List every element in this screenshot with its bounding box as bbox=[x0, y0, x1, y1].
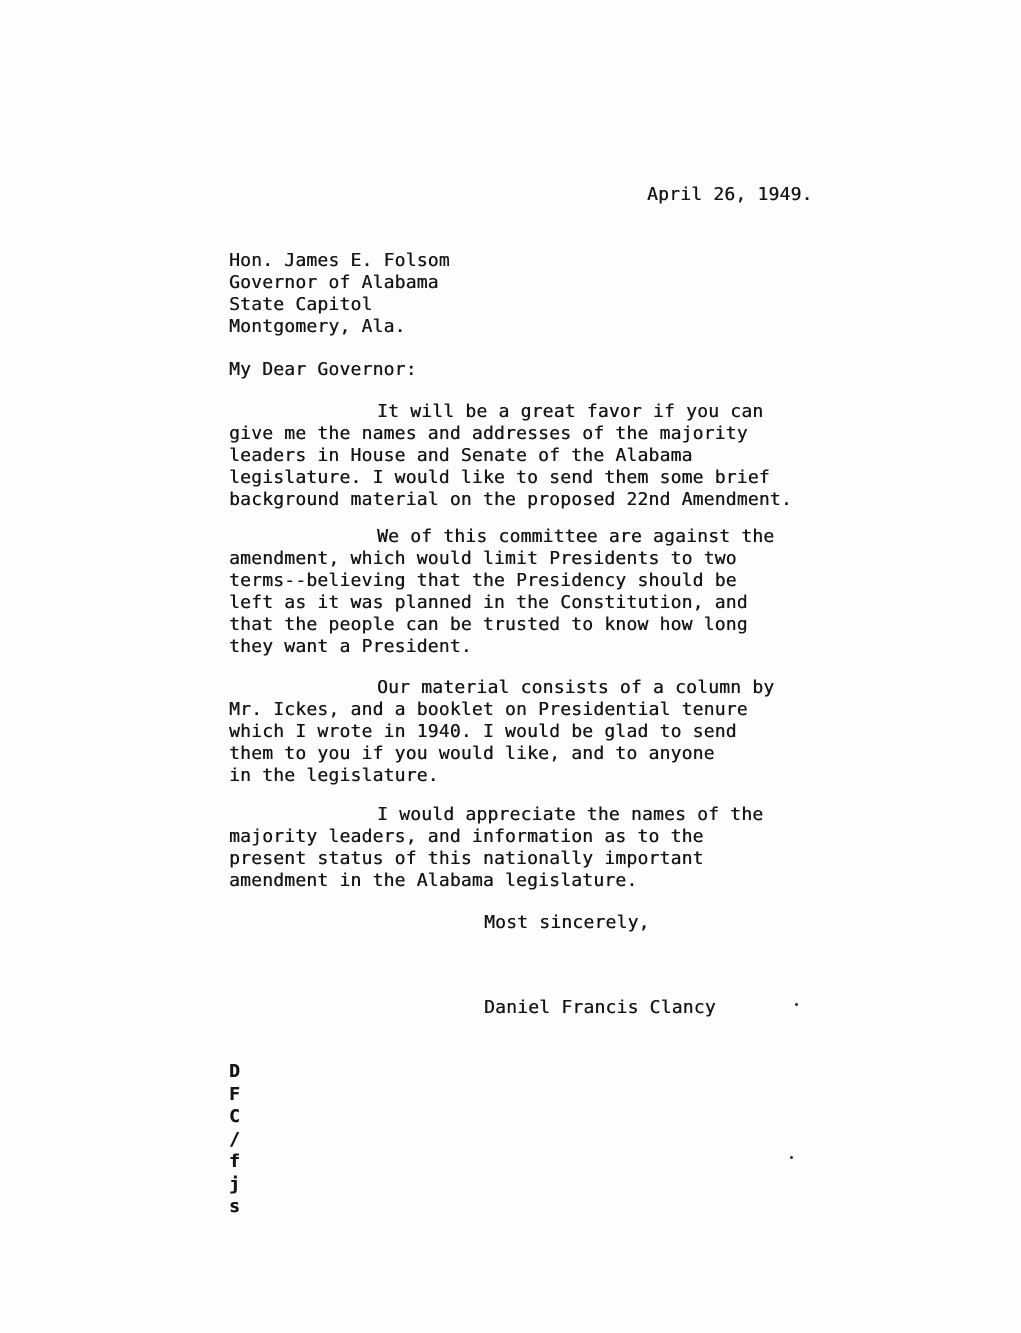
paragraph-line: Our material consists of a column by bbox=[377, 677, 775, 698]
paragraph-line: they want a President. bbox=[229, 636, 472, 657]
body-paragraph-4 bbox=[229, 804, 763, 892]
body-paragraph-1 bbox=[229, 401, 792, 511]
initial-char: / bbox=[229, 1128, 240, 1150]
initial-char: D bbox=[229, 1061, 240, 1082]
initial-char: j bbox=[229, 1173, 240, 1195]
signer-name: Daniel Francis Clancy bbox=[484, 997, 716, 1018]
body-paragraph-2 bbox=[229, 526, 774, 658]
initial-char: f bbox=[229, 1151, 240, 1172]
paper-speck bbox=[790, 1156, 793, 1159]
recipient-line-name: Hon. James E. Folsom bbox=[229, 250, 450, 271]
paragraph-line: I would appreciate the names of the bbox=[377, 804, 764, 825]
paragraph-line: background material on the proposed 22nd Amendment. bbox=[229, 489, 792, 510]
paragraph-line: which I wrote in 1940. I would be glad to send bbox=[229, 721, 737, 742]
complimentary-close: Most sincerely, bbox=[484, 912, 650, 933]
initial-char: F bbox=[229, 1083, 240, 1105]
paragraph-line: that the people can be trusted to know how long bbox=[229, 614, 748, 635]
paragraph-line: leaders in House and Senate of the Alabama bbox=[229, 445, 693, 466]
letter-date: April 26, 1949. bbox=[647, 184, 813, 205]
paragraph-line: in the legislature. bbox=[229, 765, 439, 786]
reference-initials bbox=[229, 1061, 249, 1219]
paragraph-line: Mr. Ickes, and a booklet on Presidential tenure bbox=[229, 699, 748, 720]
initial-char: C bbox=[229, 1106, 240, 1127]
paragraph-line: amendment in the Alabama legislature. bbox=[229, 870, 638, 891]
recipient-line-city: Montgomery, Ala. bbox=[229, 316, 406, 337]
paragraph-line: It will be a great favor if you can bbox=[377, 401, 764, 422]
body-paragraph-3 bbox=[229, 677, 774, 787]
initial-char: s bbox=[229, 1196, 240, 1217]
paragraph-line: We of this committee are against the bbox=[377, 526, 775, 547]
paragraph-line: present status of this nationally important bbox=[229, 848, 704, 869]
paragraph-line: left as it was planned in the Constitution, and bbox=[229, 592, 748, 613]
paragraph-line: amendment, which would limit Presidents to two bbox=[229, 548, 737, 569]
paragraph-line: majority leaders, and information as to the bbox=[229, 826, 704, 847]
paragraph-line: them to you if you would like, and to anyone bbox=[229, 743, 715, 764]
paragraph-line: give me the names and addresses of the majority bbox=[229, 423, 748, 444]
paragraph-line: legislature. I would like to send them some brief bbox=[229, 467, 770, 488]
salutation: My Dear Governor: bbox=[229, 359, 417, 380]
recipient-line-building: State Capitol bbox=[229, 294, 373, 315]
paper-speck bbox=[795, 1003, 798, 1006]
recipient-line-title: Governor of Alabama bbox=[229, 272, 439, 293]
paragraph-line: terms--believing that the Presidency should be bbox=[229, 570, 737, 591]
